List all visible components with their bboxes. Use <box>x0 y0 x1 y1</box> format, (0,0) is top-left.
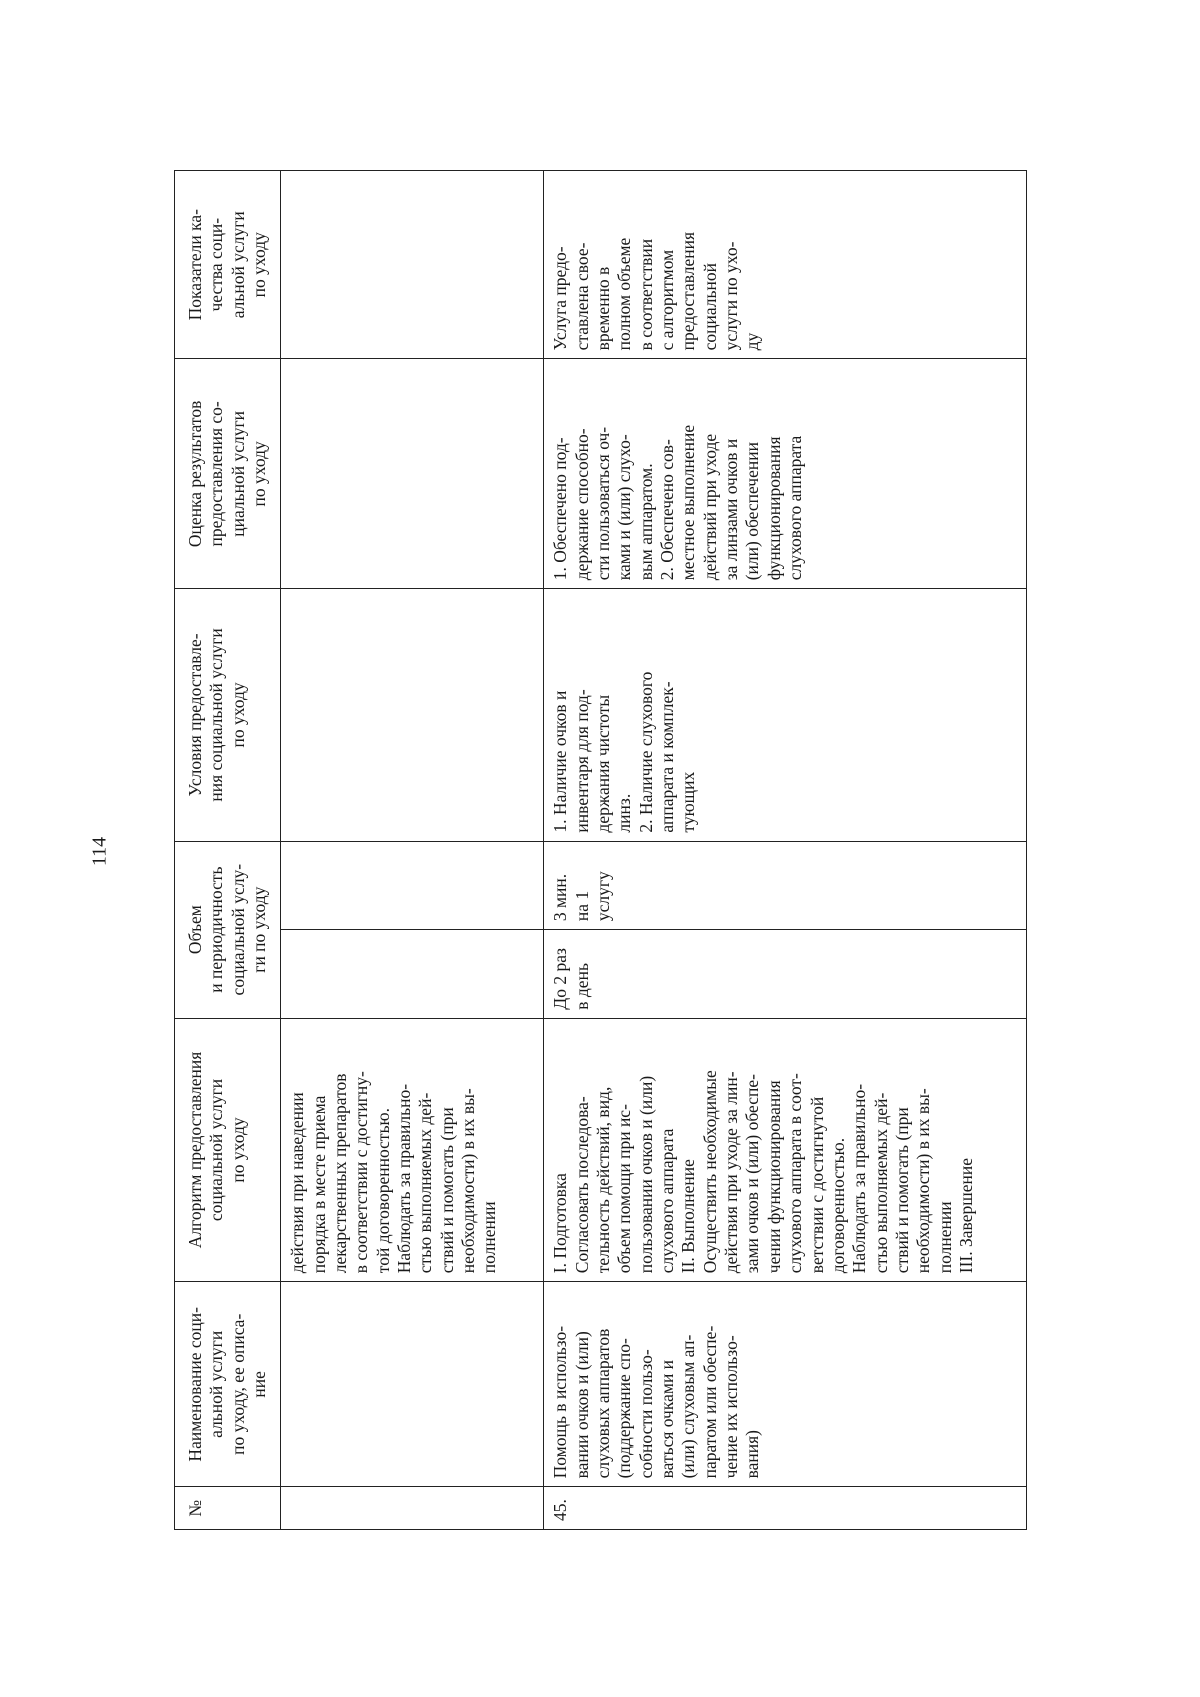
social-services-table <box>174 170 1027 1530</box>
cell-name <box>281 1282 544 1487</box>
cell-conditions: 1. Наличие очков и инвентаря для под- держания чистоты линз. 2. Наличие слухового аппарата и комплек- тующих <box>544 589 1027 841</box>
cell-volume <box>281 841 544 930</box>
header-conditions: Условия предоставле- ния социальной услуги по уходу <box>175 589 281 841</box>
cell-algorithm: действия при наведении порядка в месте приема лекарственных препаратов в соответствии с достигну- той договоренностью. Наблюдать за правильно- стью выполняемых дей- ствий и помогать (при необходимости) в их вы- полнении <box>281 1018 544 1281</box>
cell-num <box>281 1487 544 1530</box>
header-row <box>175 171 281 1530</box>
page-number: 114 <box>88 836 111 867</box>
header-name: Наименование соци- альной услуги по уходу, ее описа- ние <box>175 1282 281 1487</box>
header-num: № <box>175 1487 281 1530</box>
header-algorithm: Алгоритм предоставления социальной услуги по уходу <box>175 1018 281 1281</box>
cell-quality <box>281 171 544 359</box>
cell-name: Помощь в использо- вании очков и (или) слуховых аппаратов (поддержание спо- собности пользо- ваться очками и (или) слуховым ап- паратом или обеспе- чение их использо- вания) <box>544 1282 1027 1487</box>
cell-num: 45. <box>544 1487 1027 1530</box>
cell-quality: Услуга предо- ставлена свое- временно в полном объеме в соответствии с алгоритмом предоставления социальной услуги по ухо- ду <box>544 171 1027 359</box>
cell-frequency: До 2 раз в день <box>544 930 1027 1019</box>
cell-volume: 3 мин. на 1 услугу <box>544 841 1027 930</box>
table-row-45 <box>544 171 1027 1530</box>
cell-evaluation <box>281 359 544 589</box>
cell-evaluation: 1. Обеспечено под- держание способно- сти пользоваться оч- ками и (или) слухо- вым аппаратом. 2. Обеспечено сов- местное выполнение действий при уходе за линзами очков и (или) обеспечении функционирования слухового аппарата <box>544 359 1027 589</box>
services-table-wrapper <box>174 170 1094 1530</box>
header-volume: Объем и периодичность социальной услу- ги по уходу <box>175 841 281 1018</box>
cell-frequency <box>281 930 544 1019</box>
table-row-continued <box>281 171 544 1530</box>
header-quality: Показатели ка- чества соци- альной услуги по уходу <box>175 171 281 359</box>
cell-conditions <box>281 589 544 841</box>
cell-algorithm: I. Подготовка Согласовать последова- тельность действий, вид, объем помощи при ис- пользовании очков и (или) слухового аппарата II. Выполнение Осуществить необходимые действия при уходе за лин- зами очков и (или) обеспе- чении функционирования слухового аппарата в соот- ветствии с достигнутой договоренностью. Наблюдать за правильно- стью выполняемых дей- ствий и помогать (при необходимости) в их вы- полнении III. Завершение <box>544 1018 1027 1281</box>
header-evaluation: Оценка результатов предоставления со- циальной услуги по уходу <box>175 359 281 589</box>
